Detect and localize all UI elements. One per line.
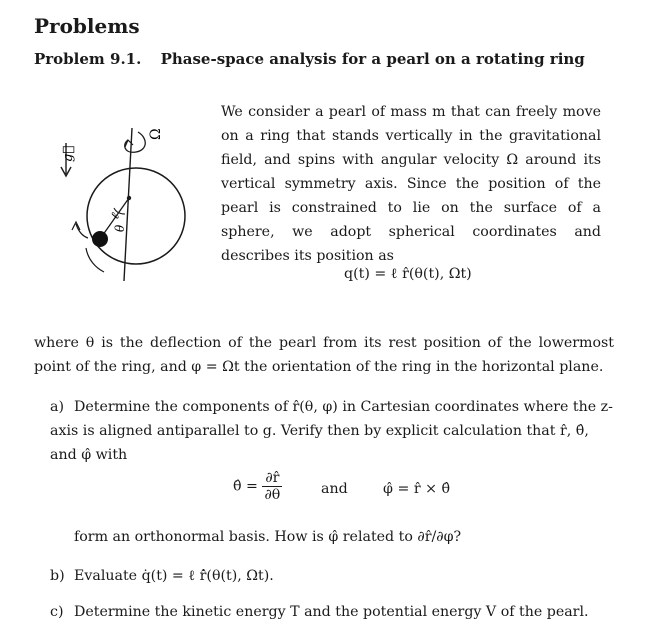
item-b-label: b) <box>50 568 65 584</box>
section-title: Problems <box>34 14 140 38</box>
omega-label: Ω <box>148 128 164 140</box>
item-b <box>50 564 613 588</box>
fraction-numerator: ∂r̂ <box>262 470 282 487</box>
pearl <box>92 231 108 247</box>
phi-hat-equation: φ̂ = r̂ × θ̂ <box>383 481 451 497</box>
theta-label: θ <box>113 224 127 232</box>
problem-number: Problem 9.1. <box>34 50 142 68</box>
item-a-followup: form an orthonormal basis. How is φ̂ related to ∂r̂/∂φ? <box>74 529 462 545</box>
item-c <box>50 600 613 624</box>
item-b-text: Evaluate q̇(t) = ℓ r̂̇(θ(t), Ωt). <box>74 568 274 584</box>
theta-hat-equation <box>233 470 282 503</box>
item-a <box>50 395 613 467</box>
gravity-label: g⃗ <box>61 145 76 162</box>
intro-paragraph: We consider a pearl of mass m that can freely move on a ring that stands vertically in the gravitational field, and spins with angular velocity Ω around its vertical symmetry axis. Since the position of the pearl is constrained to lie on the surface of a sphere, we adopt spherical coordinates and describes its position as <box>221 104 601 264</box>
partial-fraction <box>262 470 282 503</box>
problem-title: Phase-space analysis for a pearl on a rotating ring <box>160 50 585 68</box>
item-a-label: a) <box>50 399 64 415</box>
theta-hat-lhs: θ̂ = <box>233 478 258 495</box>
problem-heading <box>34 50 585 68</box>
ell-label: ℓ <box>107 210 123 222</box>
where-paragraph: where θ is the deflection of the pearl from its rest position of the lowermost point of the ring, and φ = Ωt the orientation of the ring in the horizontal plane. <box>34 335 614 375</box>
ring <box>87 168 185 264</box>
item-c-label: c) <box>50 604 64 620</box>
ring-center <box>127 196 131 200</box>
ring-figure <box>52 118 202 283</box>
and-word: and <box>321 481 348 497</box>
item-c-text: Determine the kinetic energy T and the potential energy V of the pearl. <box>74 604 589 620</box>
position-equation: q(t) = ℓ r̂(θ(t), Ωt) <box>344 266 472 282</box>
fraction-denominator: ∂θ <box>264 487 281 503</box>
rotation-arrow <box>125 132 146 152</box>
item-a-text: Determine the components of r̂(θ, φ) in Cartesian coordinates where the z-axis is aligned antiparallel to g. Verify then by explicit calculation that r̂, θ̂, and φ̂ with <box>50 399 613 463</box>
